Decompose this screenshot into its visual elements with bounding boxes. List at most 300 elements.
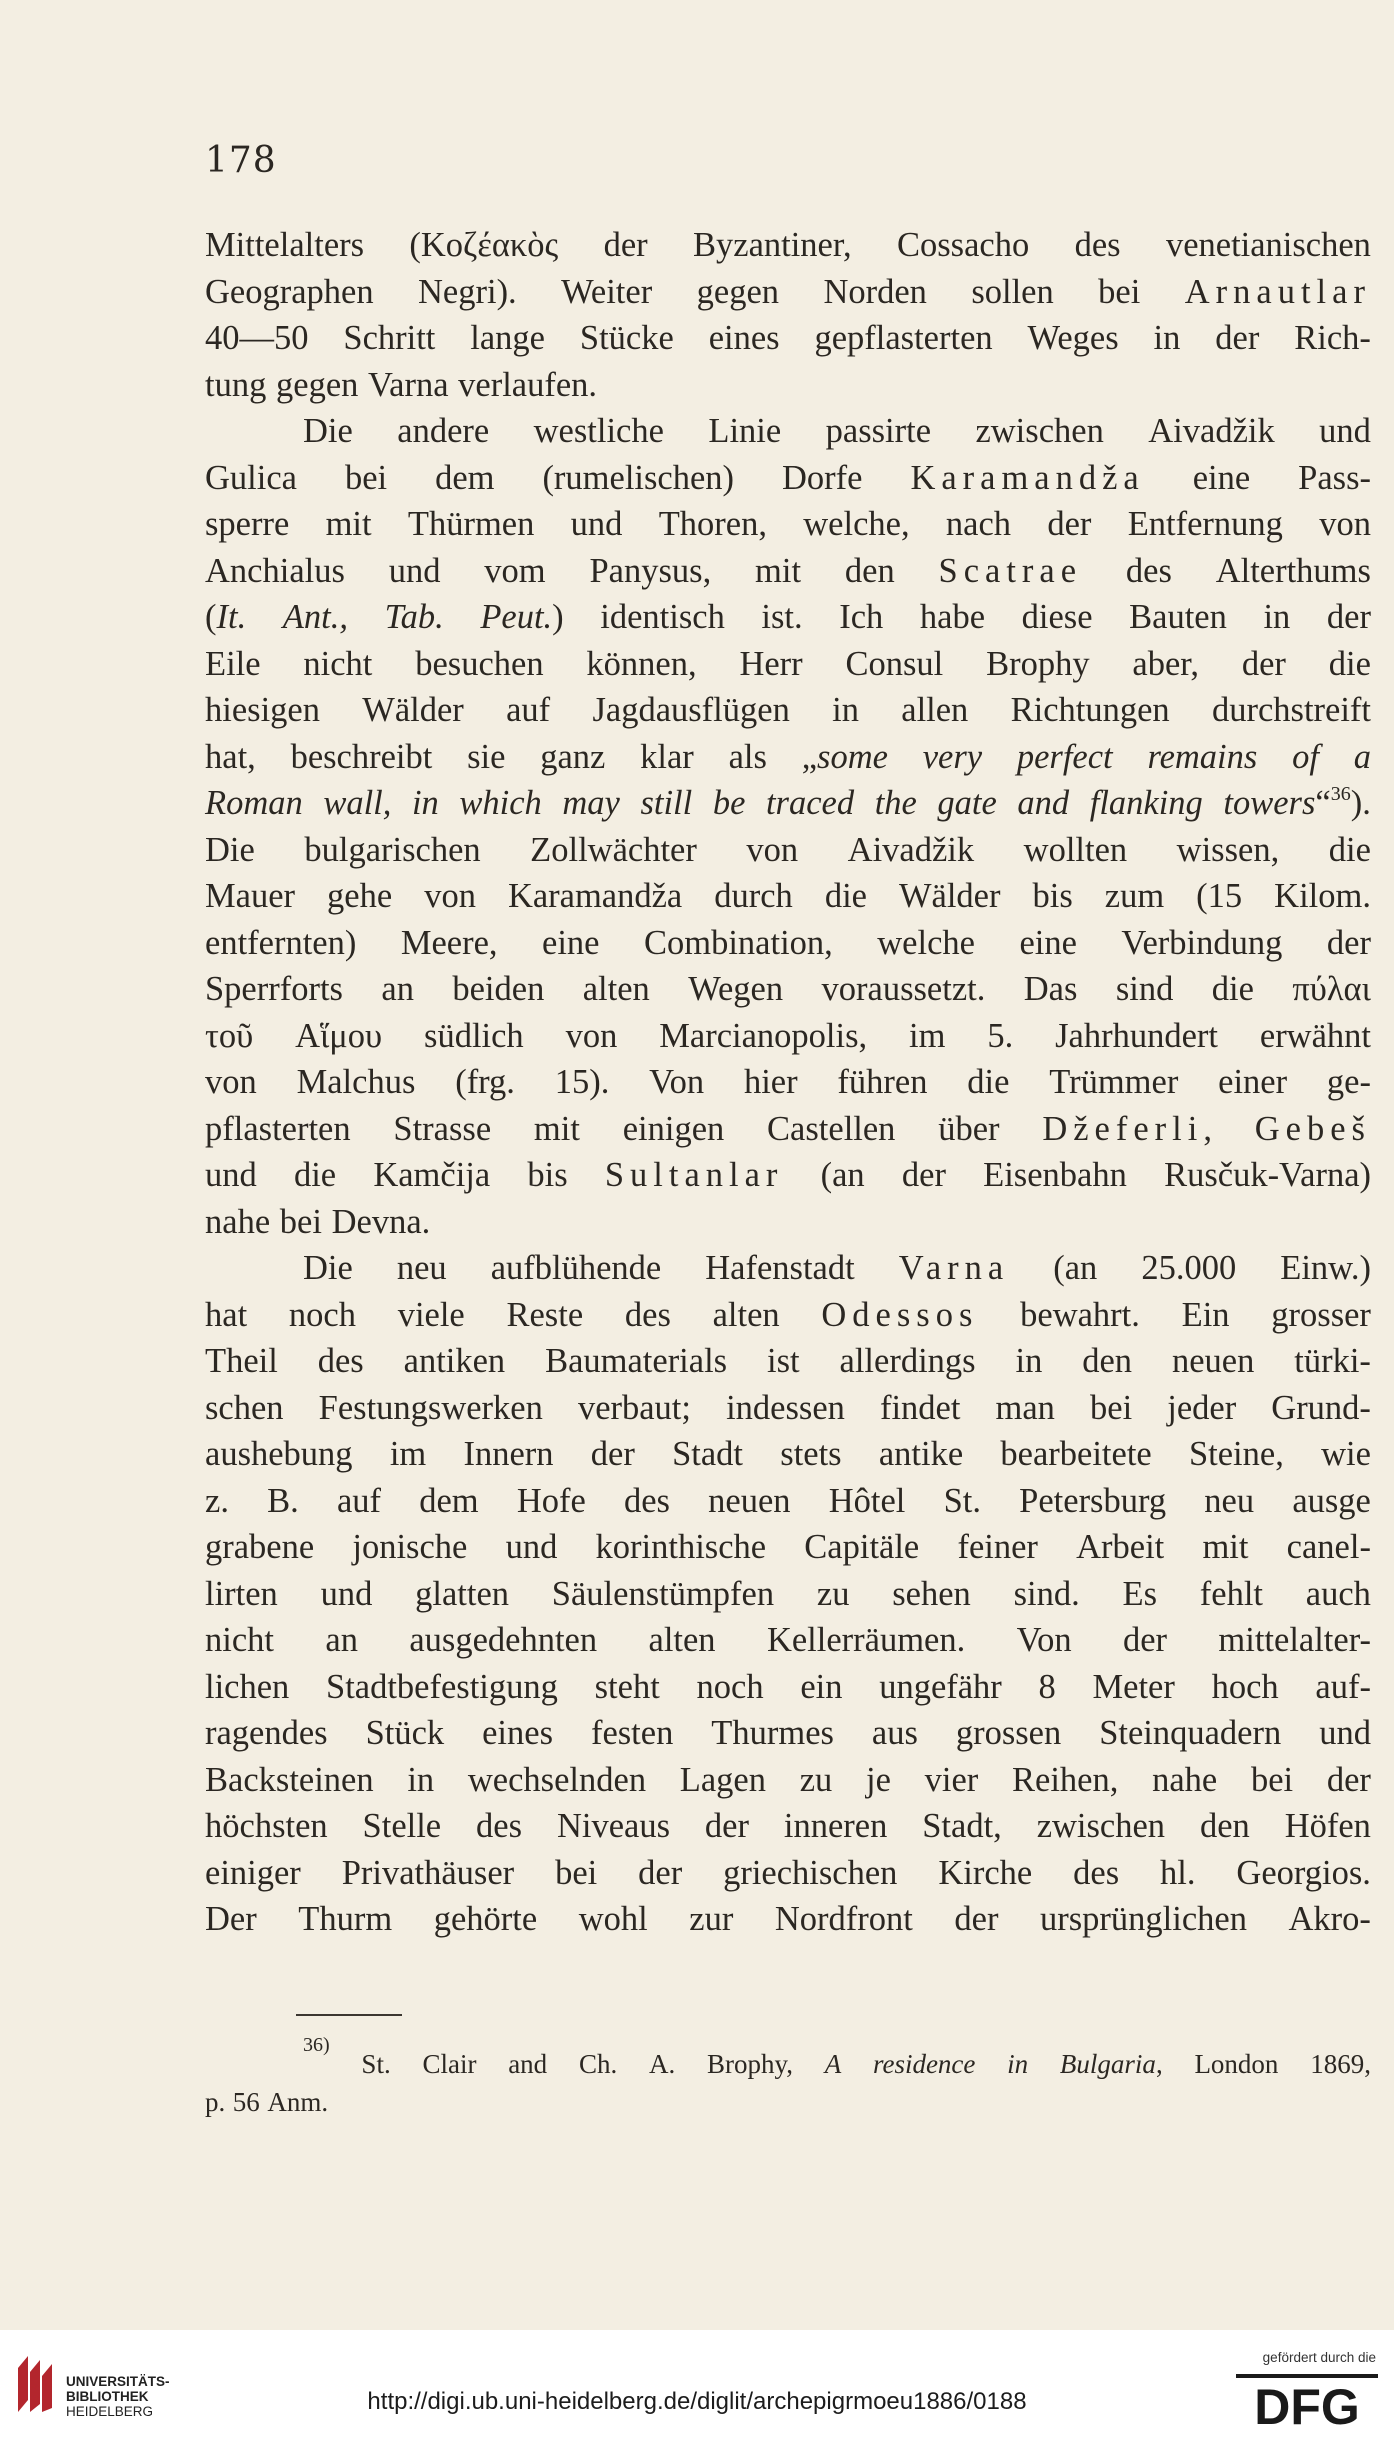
word: neuen	[1171, 1342, 1255, 1380]
word: bei	[555, 1853, 598, 1892]
word: allen	[901, 691, 969, 729]
word: des	[476, 1807, 523, 1845]
dfg-logo-icon	[1236, 2374, 1378, 2430]
word: je	[866, 1760, 891, 1799]
word-group	[1152, 1757, 1217, 1804]
word-group	[1172, 1338, 1254, 1385]
word: Weiter	[561, 272, 653, 311]
word-group	[205, 1478, 229, 1525]
word: an	[381, 970, 414, 1008]
word-group	[1200, 1571, 1263, 1618]
word-group	[1017, 780, 1069, 827]
word: Stadtbefestigung	[326, 1667, 558, 1706]
word: nach	[945, 505, 1012, 543]
word-group	[205, 315, 309, 362]
word-group	[540, 734, 605, 781]
word: und	[1319, 412, 1371, 450]
word-group	[1215, 315, 1259, 362]
word: z.	[205, 1481, 229, 1520]
word-group	[1047, 501, 1091, 548]
word: der	[901, 1156, 946, 1194]
word-group	[901, 687, 968, 734]
word-group	[578, 1385, 691, 1432]
word: Sultanlar	[604, 1156, 784, 1194]
word-group	[205, 1199, 270, 1246]
word: indessen	[726, 1388, 845, 1427]
word: nahe	[205, 1202, 271, 1241]
word: Malchus	[296, 1063, 416, 1101]
word: der	[1215, 319, 1260, 357]
word-group	[393, 1106, 491, 1153]
word-group	[866, 1757, 891, 1804]
word-group	[986, 641, 1090, 688]
word: aufblühende	[490, 1249, 662, 1287]
word-group	[368, 362, 448, 409]
word: von	[746, 830, 799, 869]
word: über	[938, 1109, 1000, 1148]
word: mit	[325, 505, 372, 543]
word-group	[1160, 1850, 1195, 1897]
word: p.	[205, 2087, 226, 2117]
word: mit	[755, 551, 802, 590]
word-group	[1037, 1803, 1165, 1850]
word-group	[480, 594, 563, 641]
word: bewahrt.	[1020, 1295, 1140, 1334]
word: Eile	[205, 644, 261, 683]
word: einiger	[205, 1853, 301, 1892]
word-group	[802, 734, 888, 781]
word: diese	[1021, 598, 1093, 636]
word: Thurm	[298, 1900, 393, 1938]
word-group	[397, 408, 489, 455]
word-group	[1024, 827, 1127, 874]
word: findet	[879, 1388, 961, 1427]
word: des	[1074, 226, 1121, 264]
word-group	[484, 548, 545, 595]
word: A.	[648, 2049, 676, 2079]
text-line	[205, 1803, 1371, 1850]
word-group	[205, 1431, 353, 1478]
word-group	[1242, 641, 1286, 688]
word: Weges	[1027, 319, 1119, 357]
word-group	[205, 1059, 257, 1106]
word: Scatrae	[938, 551, 1083, 590]
word-group	[1166, 222, 1371, 269]
text-line	[205, 548, 1371, 595]
word: ,	[1203, 1109, 1212, 1148]
word: Herr	[739, 644, 803, 683]
word: Das	[1023, 970, 1078, 1008]
word-group	[1212, 687, 1371, 734]
word-group	[1212, 966, 1254, 1013]
word-group	[956, 1710, 1061, 1757]
word: verlaufen.	[458, 365, 598, 404]
word: der	[1326, 598, 1371, 636]
word: Sperrforts	[205, 970, 343, 1008]
word-group	[352, 1524, 467, 1571]
text-line	[205, 501, 1371, 548]
word-group	[697, 269, 779, 316]
word: neu	[1204, 1481, 1255, 1520]
word: ganz	[540, 737, 606, 776]
word: 5.	[987, 1016, 1014, 1055]
text-line	[205, 1338, 1371, 1385]
word: feiner	[957, 1528, 1038, 1566]
word: (Κοζέακὸς	[409, 226, 559, 264]
word: und	[1319, 1714, 1371, 1752]
word: St.	[361, 2049, 391, 2079]
word: zwischen	[1036, 1807, 1166, 1845]
word: eine	[1192, 458, 1251, 497]
word-group	[1218, 1059, 1287, 1106]
word-group	[458, 362, 597, 409]
word: auf-	[1315, 1667, 1371, 1706]
word-group	[1289, 1896, 1371, 1943]
word-group	[1287, 1524, 1371, 1571]
word-group	[910, 455, 1144, 502]
word-group	[1007, 2045, 1028, 2083]
word-group	[361, 2045, 390, 2083]
word: klar	[640, 737, 694, 776]
word-group	[873, 2045, 975, 2083]
word-group	[412, 780, 439, 827]
word: Rusčuk-Varna)	[1164, 1156, 1371, 1194]
word-group	[923, 734, 982, 781]
word: traced	[765, 784, 855, 822]
word: Αἵμου	[295, 1016, 383, 1055]
word: Consul	[845, 644, 944, 683]
text-line	[205, 222, 1371, 269]
word: eine	[542, 923, 600, 962]
word: Petersburg	[1019, 1481, 1167, 1520]
word-group	[303, 641, 372, 688]
word-group	[1285, 1803, 1371, 1850]
word-group	[332, 1199, 431, 1246]
word-group	[267, 2083, 328, 2121]
word: können,	[586, 644, 697, 683]
word-group	[586, 641, 696, 688]
word: residence	[872, 2049, 976, 2079]
word: und	[388, 551, 441, 590]
word-group	[424, 1013, 524, 1060]
word: und	[320, 1574, 373, 1613]
word: auf	[506, 691, 551, 729]
word: Steine,	[1188, 1435, 1284, 1473]
word-group	[517, 1478, 586, 1525]
word: It.	[216, 598, 247, 636]
word: beschreibt	[290, 737, 433, 776]
word: in	[411, 784, 439, 822]
word: Varna	[368, 365, 449, 404]
word-group	[804, 1524, 919, 1571]
word: die	[293, 1156, 337, 1194]
word: gehörte	[433, 1900, 538, 1938]
word: Schritt	[343, 319, 436, 357]
word-group	[1123, 1617, 1167, 1664]
word-group	[1116, 966, 1174, 1013]
word-group	[205, 966, 343, 1013]
word-group	[944, 1478, 981, 1525]
word: Aivadžik	[847, 830, 975, 869]
word-group	[579, 1896, 648, 1943]
word-group	[527, 1152, 567, 1199]
word-group	[897, 222, 1029, 269]
word: ein	[800, 1667, 843, 1706]
word: habe	[919, 598, 986, 636]
word-group	[205, 1524, 314, 1571]
svg-text:DFG: DFG	[1254, 2379, 1360, 2430]
word: A	[824, 2049, 842, 2079]
word: gegen	[276, 365, 359, 404]
word: die	[824, 877, 867, 915]
word-group	[205, 1571, 278, 1618]
word-group	[1060, 2045, 1163, 2083]
word: von	[1319, 505, 1371, 543]
word-group	[1039, 1664, 1056, 1711]
word-group	[205, 1617, 274, 1664]
word: allerdings	[839, 1342, 976, 1380]
word: inneren	[783, 1807, 888, 1845]
word: πύλαι	[1292, 970, 1371, 1008]
word-group	[761, 594, 802, 641]
word: jeder	[1167, 1388, 1237, 1427]
word: Die	[303, 412, 353, 450]
word: fehlt	[1199, 1574, 1264, 1613]
word-group	[1271, 1292, 1371, 1339]
word-group	[946, 501, 1011, 548]
word-group	[839, 594, 883, 641]
word: eines	[708, 319, 780, 357]
word: entfernten)	[205, 923, 357, 962]
word-group	[482, 1710, 553, 1757]
word: London	[1194, 2049, 1279, 2079]
word: mittelalter-	[1218, 1621, 1371, 1659]
word: gehe	[327, 877, 393, 915]
word-group	[1019, 920, 1076, 967]
word: Castellen	[767, 1109, 896, 1148]
word-group	[697, 1664, 764, 1711]
word: die	[967, 1063, 1010, 1101]
word-group	[708, 408, 781, 455]
word: Meter	[1092, 1667, 1175, 1706]
word-group	[899, 1245, 1009, 1292]
word-group	[205, 548, 345, 595]
word: zur	[689, 1900, 734, 1938]
word-group	[825, 2045, 842, 2083]
word-group	[705, 1245, 854, 1292]
word: wall,	[323, 784, 392, 822]
word-group	[319, 1385, 543, 1432]
word-group	[600, 594, 725, 641]
text-line	[205, 873, 1371, 920]
word: der	[704, 1807, 749, 1845]
word: 40—50	[205, 319, 309, 357]
word: gepflasterten	[814, 319, 993, 357]
text-line	[205, 594, 1371, 641]
word: Dorfe	[782, 458, 863, 497]
word-group	[1040, 1896, 1247, 1943]
word-group	[920, 594, 985, 641]
word: Säulenstümpfen	[551, 1574, 775, 1613]
word-group	[1099, 1710, 1281, 1757]
word: remains	[1147, 737, 1258, 776]
word: ursprünglichen	[1040, 1900, 1247, 1938]
word-group	[409, 222, 558, 269]
word: der	[1326, 923, 1371, 962]
word: B.	[267, 1481, 299, 1520]
word: Wälder	[898, 877, 1001, 915]
word: the	[874, 784, 917, 822]
word-group	[205, 873, 295, 920]
word: zum	[1104, 877, 1165, 915]
word-group	[205, 734, 256, 781]
word-group	[415, 641, 543, 688]
word: (frg.	[455, 1063, 515, 1101]
word-group	[800, 1757, 833, 1804]
word: flanking	[1089, 784, 1203, 822]
word: im	[389, 1435, 427, 1473]
word-group	[1154, 315, 1181, 362]
word-group	[775, 1896, 913, 1943]
word: der	[603, 226, 648, 264]
word-group	[1042, 1106, 1212, 1153]
word-group	[1177, 827, 1280, 874]
text-line	[205, 780, 1371, 827]
word: glatten	[415, 1574, 510, 1613]
word: Stelle	[362, 1807, 442, 1845]
word-group	[709, 315, 780, 362]
word-group	[1022, 594, 1093, 641]
word-group	[767, 1106, 895, 1153]
word: Richtungen	[1010, 691, 1170, 729]
word-group	[561, 269, 652, 316]
word-group	[1128, 501, 1283, 548]
word-group	[837, 1059, 927, 1106]
word: hat,	[205, 737, 256, 776]
word-group	[267, 1478, 299, 1525]
word: Privathäuser	[341, 1853, 515, 1892]
source-url-link[interactable]: http://digi.ub.uni-heidelberg.de/diglit/archepigrmoeu1886/0188	[367, 2388, 1027, 2415]
text-line	[205, 1478, 1371, 1525]
word-group	[909, 1013, 945, 1060]
word: Arbeit	[1076, 1528, 1165, 1566]
word: Byzantiner,	[693, 226, 852, 264]
word: südlich	[424, 1016, 524, 1055]
text-line	[205, 362, 1371, 409]
word-group	[711, 1710, 834, 1757]
text-line	[205, 641, 1371, 688]
word: Capitäle	[804, 1528, 920, 1566]
word-group	[822, 966, 986, 1013]
word: Geographen	[205, 272, 374, 311]
footnote-rule	[296, 2014, 402, 2016]
word: (	[205, 598, 217, 636]
word: sollen	[971, 272, 1054, 311]
word: nicht	[205, 1621, 274, 1659]
word-group	[555, 1059, 610, 1106]
word-group	[298, 1896, 392, 1943]
word-group	[1075, 222, 1121, 269]
word: lange	[470, 319, 545, 357]
word-group	[957, 1524, 1037, 1571]
word-group	[1216, 548, 1371, 595]
word-group	[404, 1338, 506, 1385]
word-group	[996, 1385, 1055, 1432]
word-group	[552, 1571, 774, 1618]
word: gegen	[696, 272, 780, 311]
word: in	[1153, 319, 1181, 357]
word: des	[624, 1295, 671, 1334]
word-group	[303, 1245, 353, 1292]
word-group	[1090, 780, 1203, 827]
word-group	[363, 1803, 442, 1850]
word-group	[1218, 1617, 1371, 1664]
word: Theil	[205, 1342, 278, 1380]
word-group	[1271, 1385, 1371, 1432]
text-line	[205, 966, 1371, 1013]
word-group	[1200, 1803, 1250, 1850]
word: voraussetzt.	[821, 970, 986, 1008]
word-group	[579, 2045, 617, 2083]
word: Linie	[708, 412, 782, 450]
word: einigen	[622, 1109, 725, 1148]
word-group	[205, 827, 255, 874]
word: Thoren,	[658, 505, 767, 543]
word: Varna	[898, 1249, 1010, 1287]
word: Rich-	[1294, 319, 1371, 357]
word: viele	[397, 1295, 465, 1334]
word-group	[455, 1059, 515, 1106]
word: auch	[1305, 1574, 1371, 1613]
word-group	[659, 1013, 867, 1060]
word: noch	[288, 1295, 356, 1334]
word: ist.	[761, 598, 803, 636]
word-group	[1019, 1478, 1166, 1525]
word: man	[995, 1388, 1055, 1427]
word-group	[1167, 1385, 1236, 1432]
word: grossen	[955, 1714, 1062, 1752]
word-group	[534, 408, 664, 455]
word-group	[476, 1803, 522, 1850]
word: sind	[1115, 970, 1174, 1008]
word: Peut.	[480, 598, 553, 636]
word: neuen	[708, 1481, 791, 1520]
word-group	[291, 734, 433, 781]
word-group	[1076, 1524, 1164, 1571]
word-group	[557, 1803, 670, 1850]
word: Hofe	[516, 1481, 586, 1520]
word-group	[595, 1664, 660, 1711]
word: der	[590, 1435, 635, 1473]
text-line	[205, 1059, 1371, 1106]
text-line	[205, 315, 1371, 362]
word-group	[623, 1106, 725, 1153]
word: eines	[482, 1714, 553, 1752]
word-group	[624, 1478, 670, 1525]
word: griechischen	[723, 1853, 898, 1892]
word: Von	[649, 1063, 705, 1101]
word-group	[1028, 315, 1119, 362]
word: den	[1082, 1342, 1133, 1380]
word: Pass-	[1298, 458, 1371, 497]
word: Devna.	[331, 1202, 431, 1241]
word: wollten	[1023, 830, 1128, 869]
word: von	[205, 1063, 257, 1101]
text-line	[205, 1013, 1371, 1060]
word: ungefähr	[879, 1667, 1002, 1706]
word: Clair	[422, 2049, 477, 2079]
word-group	[922, 1803, 1002, 1850]
